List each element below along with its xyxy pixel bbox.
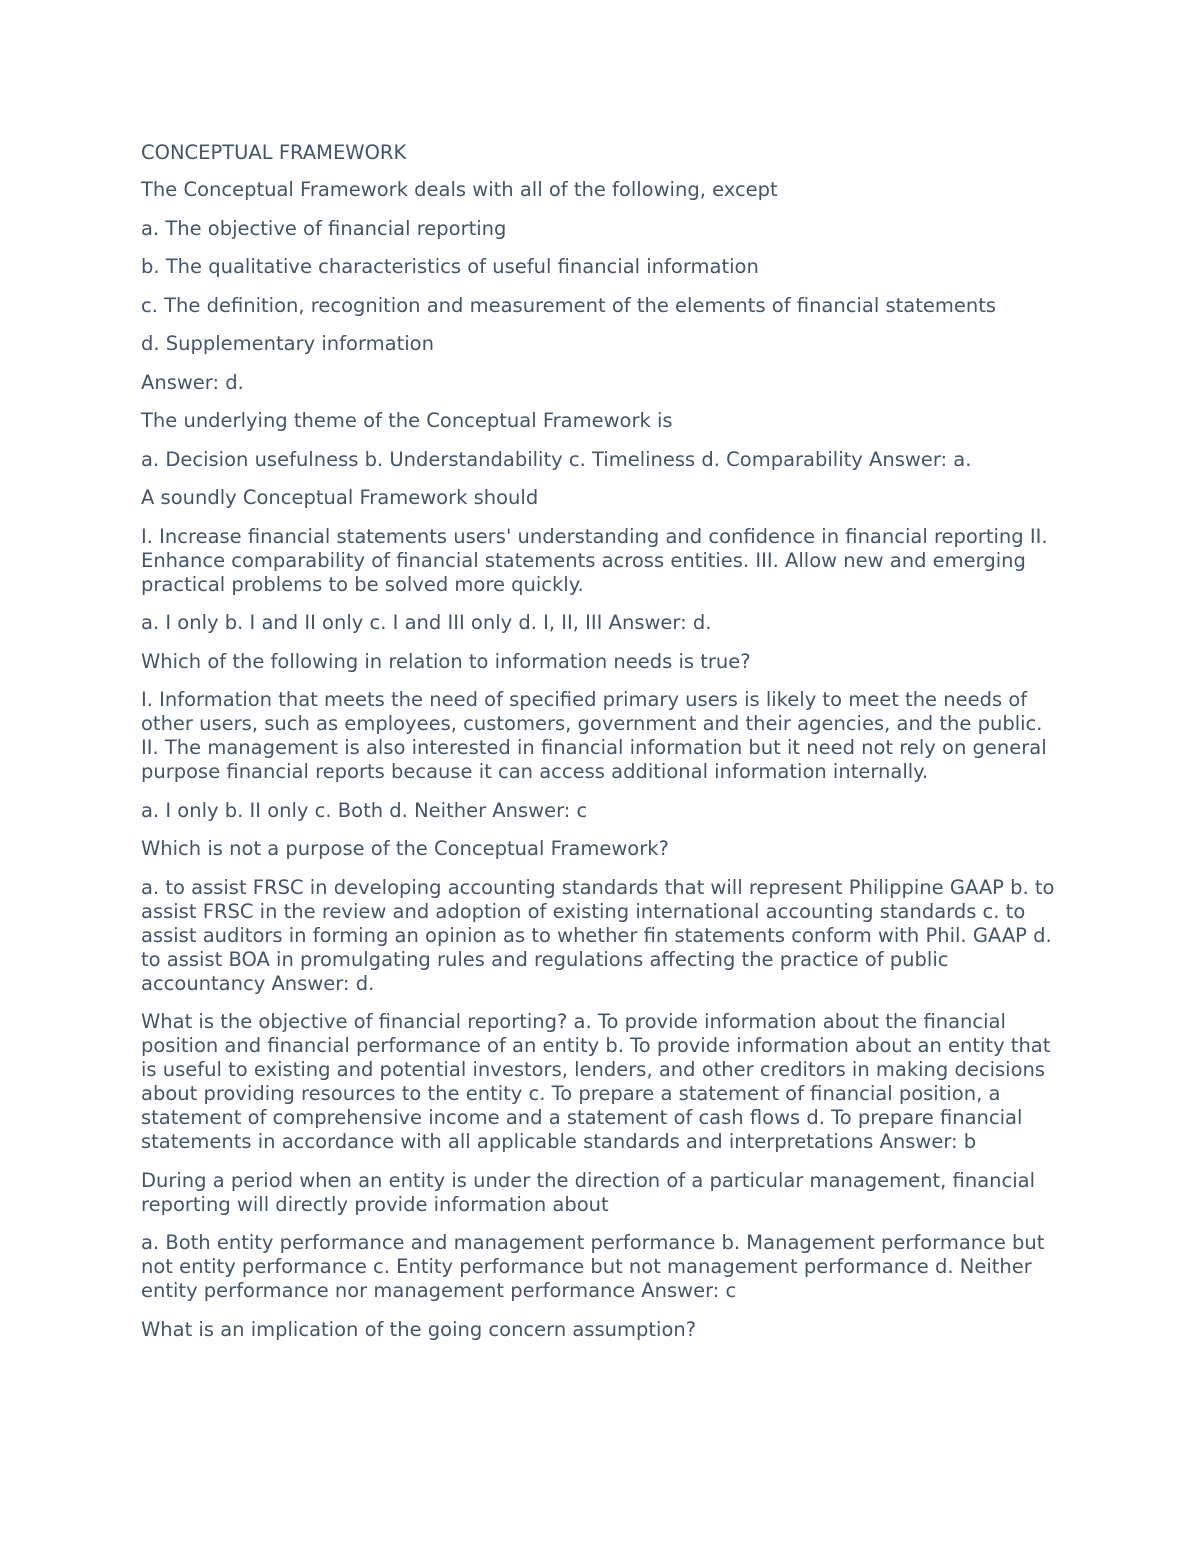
paragraph-q4-options: a. I only b. II only c. Both d. Neither Answer: c [141, 798, 588, 822]
paragraph-q5-options: a. to assist FRSC in developing accounting standards that will represent Philippine GAAP b. to assist FRSC in the review and adoption of existing international accounting standards c. to assist auditors in forming an opinion as to whether fin statements conform with Phil. GAAP d. to assist BOA in promulgating rules and regulations affecting the practice of public accountancy Answer: d. [141, 875, 1055, 995]
paragraph-q1-stem: The Conceptual Framework deals with all of the following, except [141, 178, 778, 201]
paragraph-q5-stem: Which is not a purpose of the Conceptual Framework? [141, 837, 669, 860]
paragraph-q7-stem: During a period when an entity is under the direction of a particular management, financial reporting will directly provide information about [141, 1168, 1036, 1216]
paragraph-q2-stem: The underlying theme of the Conceptual Framework is [141, 409, 673, 432]
paragraph-q1-option-c: c. The definition, recognition and measurement of the elements of financial statements [141, 293, 997, 317]
paragraph-q8-stem: What is an implication of the going concern assumption? [141, 1317, 697, 1341]
document-body [141, 141, 1061, 1356]
document-title: CONCEPTUAL FRAMEWORK [141, 141, 407, 164]
paragraph-q1-option-a: a. The objective of financial reporting [141, 216, 507, 240]
paragraph-q2-options: a. Decision usefulness b. Understandability c. Timeliness d. Comparability Answer: a. [141, 447, 972, 471]
paragraph-q6: What is the objective of financial reporting? a. To provide information about the financial position and financial performance of an entity b. To provide information about an entity that is useful to existing and potential investors, lenders, and other creditors in making decisions about providing resources to the entity c. To prepare a statement of financial position, a statement of comprehensive income and a statement of cash flows d. To prepare financial statements in accordance with all applicable standards and interpretations Answer: b [141, 1010, 1051, 1153]
paragraph-q4-stem: Which of the following in relation to information needs is true? [141, 649, 751, 673]
paragraph-q1-answer: Answer: d. [141, 370, 244, 394]
paragraph-q7-options: a. Both entity performance and management performance b. Management performance but not entity performance c. Entity performance but not management performance d. Neither entity performance nor management performance Answer: c [141, 1231, 1045, 1302]
paragraph-q1-option-b: b. The qualitative characteristics of useful financial information [141, 255, 759, 278]
paragraph-q3-stem: A soundly Conceptual Framework should [141, 486, 539, 509]
paragraph-q4-statements: I. Information that meets the need of specified primary users is likely to meet the needs of other users, such as employees, customers, government and their agencies, and the public. II. The management is also interested in financial information but it need not rely on general purpose financial reports because it can access additional information internally. [141, 688, 1047, 783]
paragraph-q3-options: a. I only b. I and II only c. I and III only d. I, II, III Answer: d. [141, 611, 712, 634]
paragraph-q3-statements: I. Increase financial statements users' understanding and confidence in financial reporting II. Enhance comparability of financial statements across entities. III. Allow new and emerging practical problems to be solved more quickly. [141, 524, 1048, 596]
paragraph-q1-option-d: d. Supplementary information [141, 332, 434, 355]
